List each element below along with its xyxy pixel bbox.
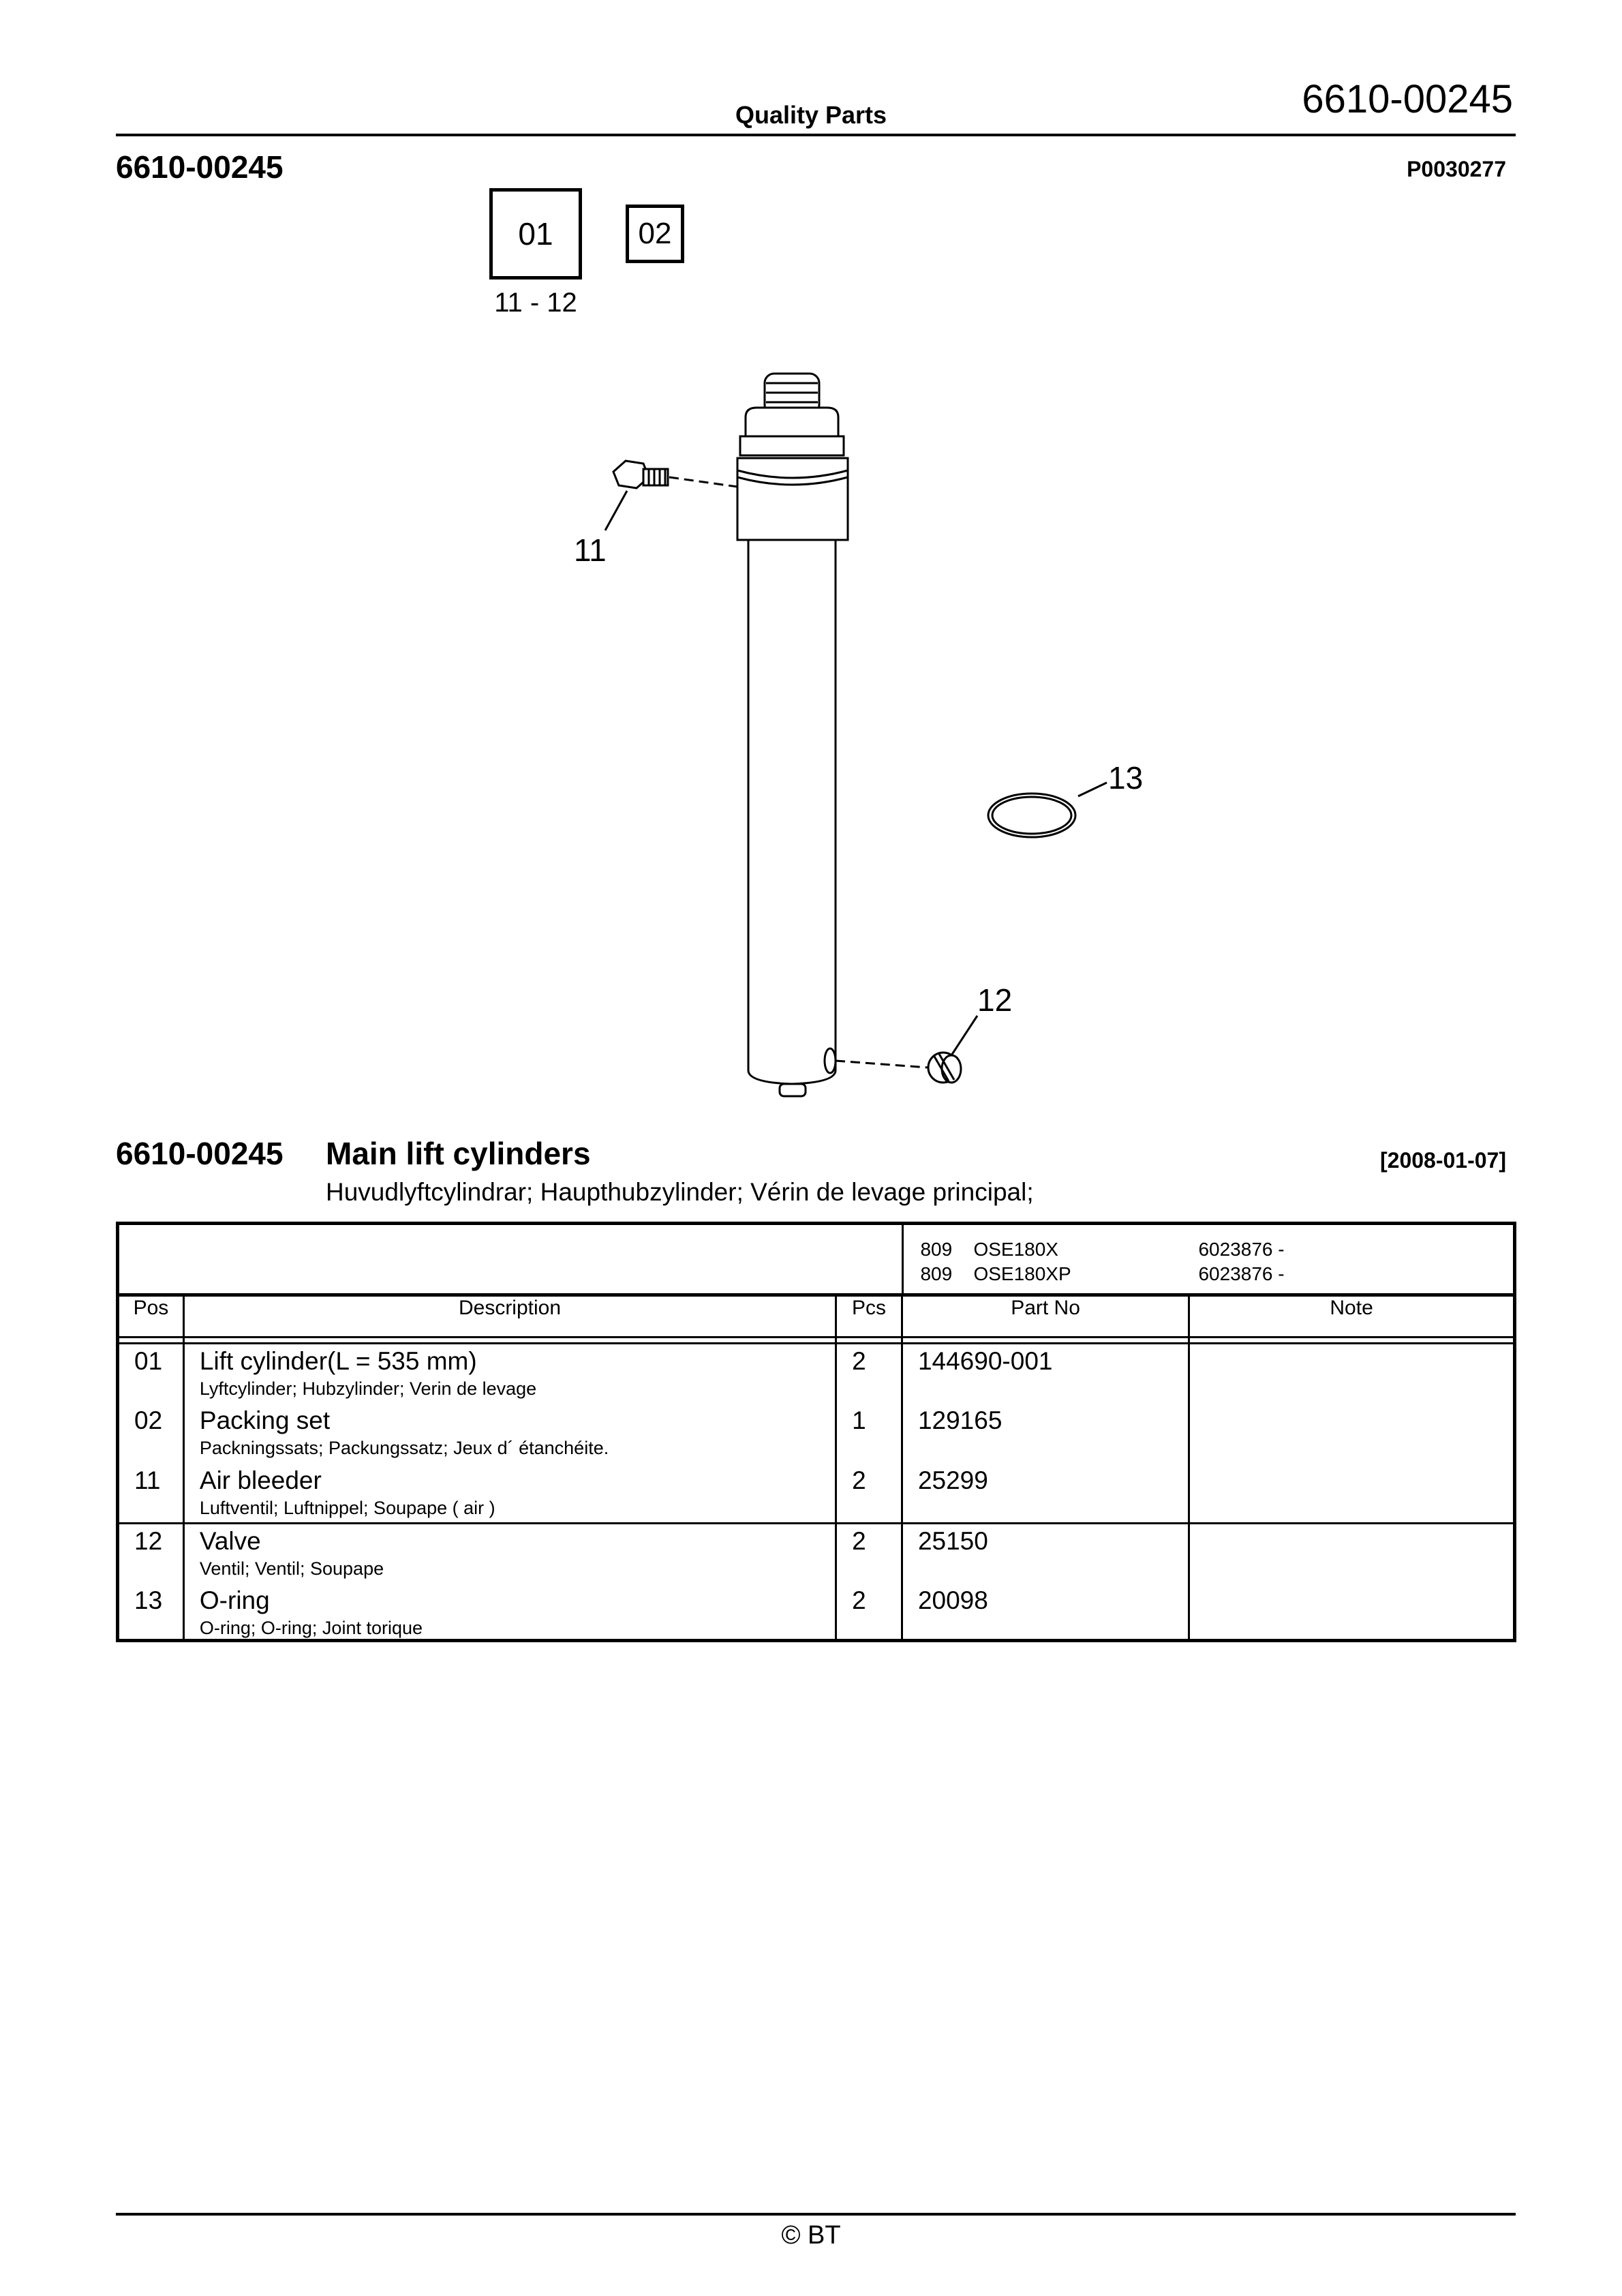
section-number: 6610-00245 (116, 1136, 284, 1171)
cylinder-barrel (748, 540, 836, 1084)
assembly-box-range: 11 - 12 (494, 288, 577, 318)
callout-11: 11 (574, 532, 607, 568)
table-row: 12 Valve Ventil; Ventil; Soupape 2 25150 (118, 1524, 1515, 1584)
col-description: Description (183, 1295, 836, 1338)
valve-icon (942, 1055, 961, 1083)
model-entry: 809 OSE180XP 6023876 - (920, 1263, 1285, 1284)
valve-port (825, 1048, 836, 1073)
parts-table (116, 1222, 1516, 1642)
callout-13: 13 (1108, 760, 1144, 796)
footer-copyright: © BT (781, 2221, 841, 2250)
doc-number: 6610-00245 (116, 149, 284, 185)
table-row: 01 Lift cylinder(L = 535 mm) Lyftcylinder; Hubzylinder; Verin de levage 2 144690-001 (118, 1344, 1515, 1404)
header-doc-number: 6610-00245 (1302, 77, 1513, 121)
col-pos: Pos (118, 1295, 184, 1338)
cylinder-bottom-pin (780, 1084, 806, 1096)
column-headers (118, 1295, 1515, 1338)
section-date: [2008-01-07] (1380, 1148, 1506, 1173)
cylinder-shoulder (746, 408, 838, 436)
table-row: 11 Air bleeder Luftventil; Luftnippel; Soupape ( air ) 2 25299 (118, 1464, 1515, 1524)
assembly-box-label: 01 (518, 216, 553, 252)
model-entry: 809 OSE180X 6023876 - (920, 1239, 1285, 1260)
picture-number: P0030277 (1407, 157, 1506, 181)
table-row: 02 Packing set Packningssats; Packungssatz; Jeux d´ étanchéite. 1 129165 (118, 1404, 1515, 1464)
table-row: 13 O-ring O-ring; O-ring; Joint torique 2 20098 (118, 1584, 1515, 1641)
assembly-box-label: 02 (638, 217, 672, 250)
section-subtitle: Huvudlyftcylindrar; Haupthubzylinder; Vérin de levage principal; (326, 1178, 1034, 1206)
section-title: Main lift cylinders (326, 1136, 591, 1171)
header-title: Quality Parts (735, 101, 887, 129)
col-note: Note (1189, 1295, 1515, 1338)
models-row (118, 1224, 1515, 1295)
model-list (902, 1225, 1513, 1293)
footer-rule (116, 2213, 1516, 2216)
callout-12: 12 (977, 982, 1013, 1018)
exploded-view-drawing (0, 0, 1622, 1132)
col-part-no: Part No (902, 1295, 1189, 1338)
col-pcs: Pcs (836, 1295, 902, 1338)
cylinder-head (737, 458, 848, 540)
